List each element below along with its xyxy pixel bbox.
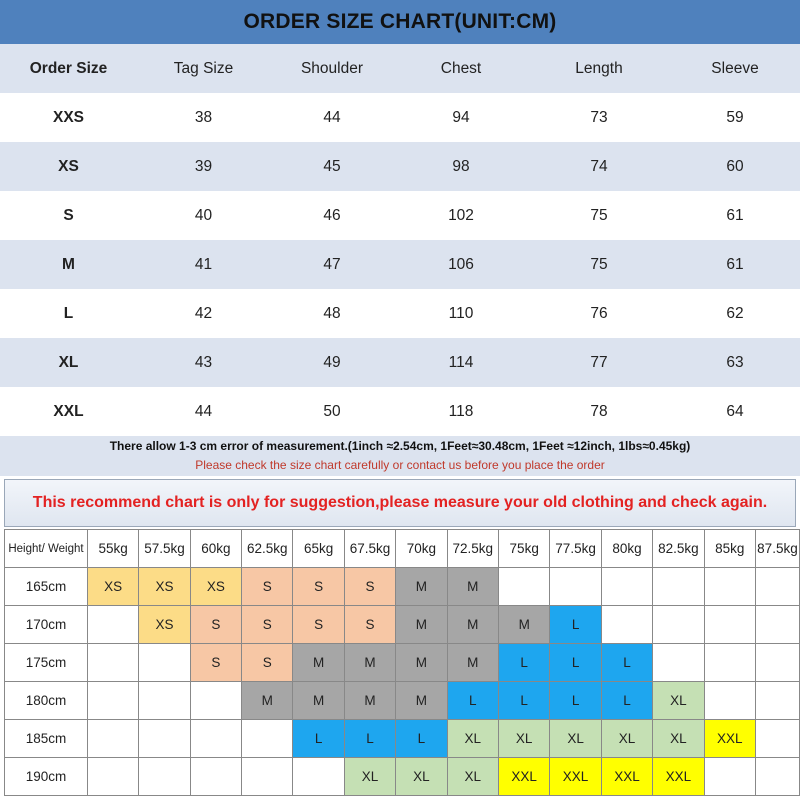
- empty-cell: [87, 606, 138, 644]
- size-recommendation-cell: S: [293, 568, 344, 606]
- size-recommendation-cell: M: [396, 644, 447, 682]
- size-recommendation-cell: M: [344, 682, 395, 720]
- empty-cell: [704, 606, 755, 644]
- size-recommendation-cell: M: [396, 606, 447, 644]
- cell-sleeve: 61: [726, 255, 744, 273]
- size-recommendation-cell: XS: [139, 568, 190, 606]
- height-label: 185cm: [5, 720, 88, 758]
- size-recommendation-cell: S: [242, 644, 293, 682]
- size-recommendation-cell: M: [396, 568, 447, 606]
- size-recommendation-cell: S: [242, 606, 293, 644]
- header-order-size: Order Size: [29, 59, 108, 77]
- height-label: 165cm: [5, 568, 88, 606]
- cell-chest: 118: [448, 402, 474, 420]
- empty-cell: [139, 682, 190, 720]
- cell-chest: 94: [452, 108, 470, 126]
- size-recommendation-cell: M: [242, 682, 293, 720]
- height-label: 170cm: [5, 606, 88, 644]
- empty-cell: [87, 682, 138, 720]
- header-shoulder: Shoulder: [300, 59, 364, 77]
- recommend-row: [5, 606, 800, 644]
- cell-sleeve: 60: [726, 157, 744, 175]
- size-recommendation-cell: L: [499, 644, 550, 682]
- size-recommendation-cell: XL: [344, 758, 395, 796]
- cell-sleeve: 63: [726, 353, 744, 371]
- empty-cell: [755, 682, 799, 720]
- cell-order-size: L: [63, 304, 74, 322]
- cell-shoulder: 50: [323, 402, 341, 420]
- cell-shoulder: 49: [323, 353, 341, 371]
- empty-cell: [704, 758, 755, 796]
- cell-length: 77: [590, 353, 608, 371]
- empty-cell: [601, 568, 652, 606]
- cell-sleeve: 62: [726, 304, 744, 322]
- recommend-row: [5, 758, 800, 796]
- cell-shoulder: 44: [323, 108, 341, 126]
- empty-cell: [242, 720, 293, 758]
- size-recommendation-cell: XS: [139, 606, 190, 644]
- size-recommendation-cell: XL: [601, 720, 652, 758]
- weight-header: 70kg: [396, 530, 447, 568]
- size-table-row: [0, 93, 800, 142]
- empty-cell: [755, 568, 799, 606]
- empty-cell: [704, 644, 755, 682]
- empty-cell: [190, 720, 241, 758]
- size-table-row: [0, 191, 800, 240]
- header-length: Length: [575, 59, 623, 77]
- cell-chest: 114: [448, 353, 474, 371]
- cell-tag-size: 42: [194, 304, 213, 322]
- weight-header: 62.5kg: [242, 530, 293, 568]
- size-recommendation-cell: M: [447, 644, 498, 682]
- height-weight-corner: Height/ Weight: [5, 530, 88, 568]
- size-recommendation-cell: XXL: [499, 758, 550, 796]
- size-recommendation-cell: S: [293, 606, 344, 644]
- height-label: 175cm: [5, 644, 88, 682]
- size-recommendation-cell: L: [499, 682, 550, 720]
- cell-shoulder: 47: [323, 255, 341, 273]
- size-recommendation-cell: XXL: [550, 758, 601, 796]
- cell-chest: 106: [448, 255, 474, 273]
- empty-cell: [755, 644, 799, 682]
- header-sleeve: Sleeve: [711, 59, 759, 77]
- weight-header: 87.5kg: [755, 530, 799, 568]
- cell-length: 78: [590, 402, 608, 420]
- empty-cell: [755, 720, 799, 758]
- cell-tag-size: 39: [194, 157, 213, 175]
- size-recommendation-cell: L: [601, 644, 652, 682]
- size-recommendation-cell: S: [344, 606, 395, 644]
- weight-header: 80kg: [601, 530, 652, 568]
- cell-tag-size: 44: [194, 402, 213, 420]
- cell-tag-size: 38: [194, 108, 213, 126]
- empty-cell: [87, 720, 138, 758]
- recommend-row: [5, 682, 800, 720]
- size-recommendation-cell: M: [293, 682, 344, 720]
- size-recommendation-cell: M: [293, 644, 344, 682]
- size-table-row: [0, 338, 800, 387]
- empty-cell: [704, 682, 755, 720]
- size-recommendation-cell: L: [550, 682, 601, 720]
- recommend-row: [5, 568, 800, 606]
- empty-cell: [755, 758, 799, 796]
- size-recommendation-cell: XL: [653, 682, 704, 720]
- size-recommendation-cell: L: [550, 606, 601, 644]
- size-table-row: [0, 387, 800, 436]
- empty-cell: [242, 758, 293, 796]
- size-recommendation-cell: XXL: [704, 720, 755, 758]
- size-recommendation-cell: S: [190, 644, 241, 682]
- empty-cell: [87, 644, 138, 682]
- size-recommendation-cell: XL: [396, 758, 447, 796]
- cell-sleeve: 61: [726, 206, 744, 224]
- check-note: Please check the size chart carefully or contact us before you place the order: [195, 458, 605, 472]
- size-table-header-row: [0, 44, 800, 93]
- cell-length: 75: [590, 255, 608, 273]
- cell-shoulder: 46: [323, 206, 341, 224]
- size-recommendation-cell: S: [344, 568, 395, 606]
- empty-cell: [190, 682, 241, 720]
- empty-cell: [190, 758, 241, 796]
- recommend-row: [5, 644, 800, 682]
- cell-order-size: XXS: [52, 108, 84, 126]
- size-recommendation-cell: M: [447, 568, 498, 606]
- recommend-row: [5, 720, 800, 758]
- cell-chest: 98: [452, 157, 470, 175]
- header-chest: Chest: [440, 59, 482, 77]
- measurement-note: There allow 1-3 cm error of measurement.(1inch ≈2.54cm, 1Feet≈30.48cm, 1Feet ≈12inch, 1lbs≈0.45kg): [109, 439, 691, 453]
- size-recommendation-cell: M: [447, 606, 498, 644]
- weight-header: 72.5kg: [447, 530, 498, 568]
- cell-sleeve: 59: [726, 108, 744, 126]
- cell-tag-size: 41: [194, 255, 213, 273]
- cell-shoulder: 45: [323, 157, 341, 175]
- cell-order-size: XXL: [53, 402, 84, 420]
- size-recommendation-cell: M: [344, 644, 395, 682]
- weight-header: 60kg: [190, 530, 241, 568]
- empty-cell: [139, 720, 190, 758]
- header-tag-size: Tag Size: [173, 59, 234, 77]
- weight-header: 82.5kg: [653, 530, 704, 568]
- size-recommendation-cell: XXL: [601, 758, 652, 796]
- cell-order-size: XS: [58, 157, 79, 175]
- empty-cell: [293, 758, 344, 796]
- empty-cell: [139, 644, 190, 682]
- empty-cell: [653, 606, 704, 644]
- size-table-row: [0, 240, 800, 289]
- recommend-header-row: [5, 530, 800, 568]
- notes-area: [0, 436, 800, 476]
- empty-cell: [755, 606, 799, 644]
- cell-tag-size: 43: [194, 353, 213, 371]
- weight-header: 55kg: [87, 530, 138, 568]
- empty-cell: [139, 758, 190, 796]
- empty-cell: [87, 758, 138, 796]
- cell-shoulder: 48: [323, 304, 341, 322]
- weight-header: 85kg: [704, 530, 755, 568]
- height-label: 180cm: [5, 682, 88, 720]
- recommend-text: This recommend chart is only for suggestion,please measure your old clothing and check again.: [32, 494, 768, 511]
- cell-length: 73: [590, 108, 608, 126]
- size-recommendation-cell: XL: [447, 720, 498, 758]
- empty-cell: [601, 606, 652, 644]
- size-recommendation-cell: L: [396, 720, 447, 758]
- size-recommendation-cell: L: [447, 682, 498, 720]
- height-label: 190cm: [5, 758, 88, 796]
- cell-length: 76: [590, 304, 608, 322]
- weight-header: 65kg: [293, 530, 344, 568]
- weight-header: 67.5kg: [344, 530, 395, 568]
- cell-chest: 102: [448, 206, 474, 224]
- size-recommendation-cell: XL: [447, 758, 498, 796]
- size-recommendation-cell: L: [601, 682, 652, 720]
- cell-tag-size: 40: [194, 206, 213, 224]
- size-recommendation-cell: S: [190, 606, 241, 644]
- cell-length: 75: [590, 206, 608, 224]
- recommend-table: [4, 529, 800, 796]
- size-recommendation-cell: XL: [653, 720, 704, 758]
- size-recommendation-cell: XS: [87, 568, 138, 606]
- size-recommendation-cell: XS: [190, 568, 241, 606]
- empty-cell: [653, 568, 704, 606]
- size-recommendation-cell: M: [499, 606, 550, 644]
- size-recommendation-cell: L: [344, 720, 395, 758]
- size-recommendation-cell: L: [293, 720, 344, 758]
- cell-length: 74: [590, 157, 608, 175]
- weight-header: 75kg: [499, 530, 550, 568]
- recommend-banner: [4, 479, 796, 527]
- size-recommendation-cell: S: [242, 568, 293, 606]
- size-recommendation-cell: L: [550, 644, 601, 682]
- cell-order-size: XL: [58, 353, 79, 371]
- empty-cell: [653, 644, 704, 682]
- empty-cell: [704, 568, 755, 606]
- size-recommendation-cell: XL: [550, 720, 601, 758]
- empty-cell: [499, 568, 550, 606]
- cell-chest: 110: [448, 304, 474, 322]
- size-recommendation-cell: XL: [499, 720, 550, 758]
- size-table-row: [0, 142, 800, 191]
- size-table: [0, 44, 800, 436]
- cell-order-size: S: [63, 206, 74, 224]
- size-recommendation-cell: M: [396, 682, 447, 720]
- weight-header: 57.5kg: [139, 530, 190, 568]
- size-table-row: [0, 289, 800, 338]
- empty-cell: [550, 568, 601, 606]
- chart-title: ORDER SIZE CHART(UNIT:CM): [0, 0, 800, 44]
- cell-order-size: M: [62, 255, 75, 273]
- weight-header: 77.5kg: [550, 530, 601, 568]
- size-recommendation-cell: XXL: [653, 758, 704, 796]
- cell-sleeve: 64: [726, 402, 744, 420]
